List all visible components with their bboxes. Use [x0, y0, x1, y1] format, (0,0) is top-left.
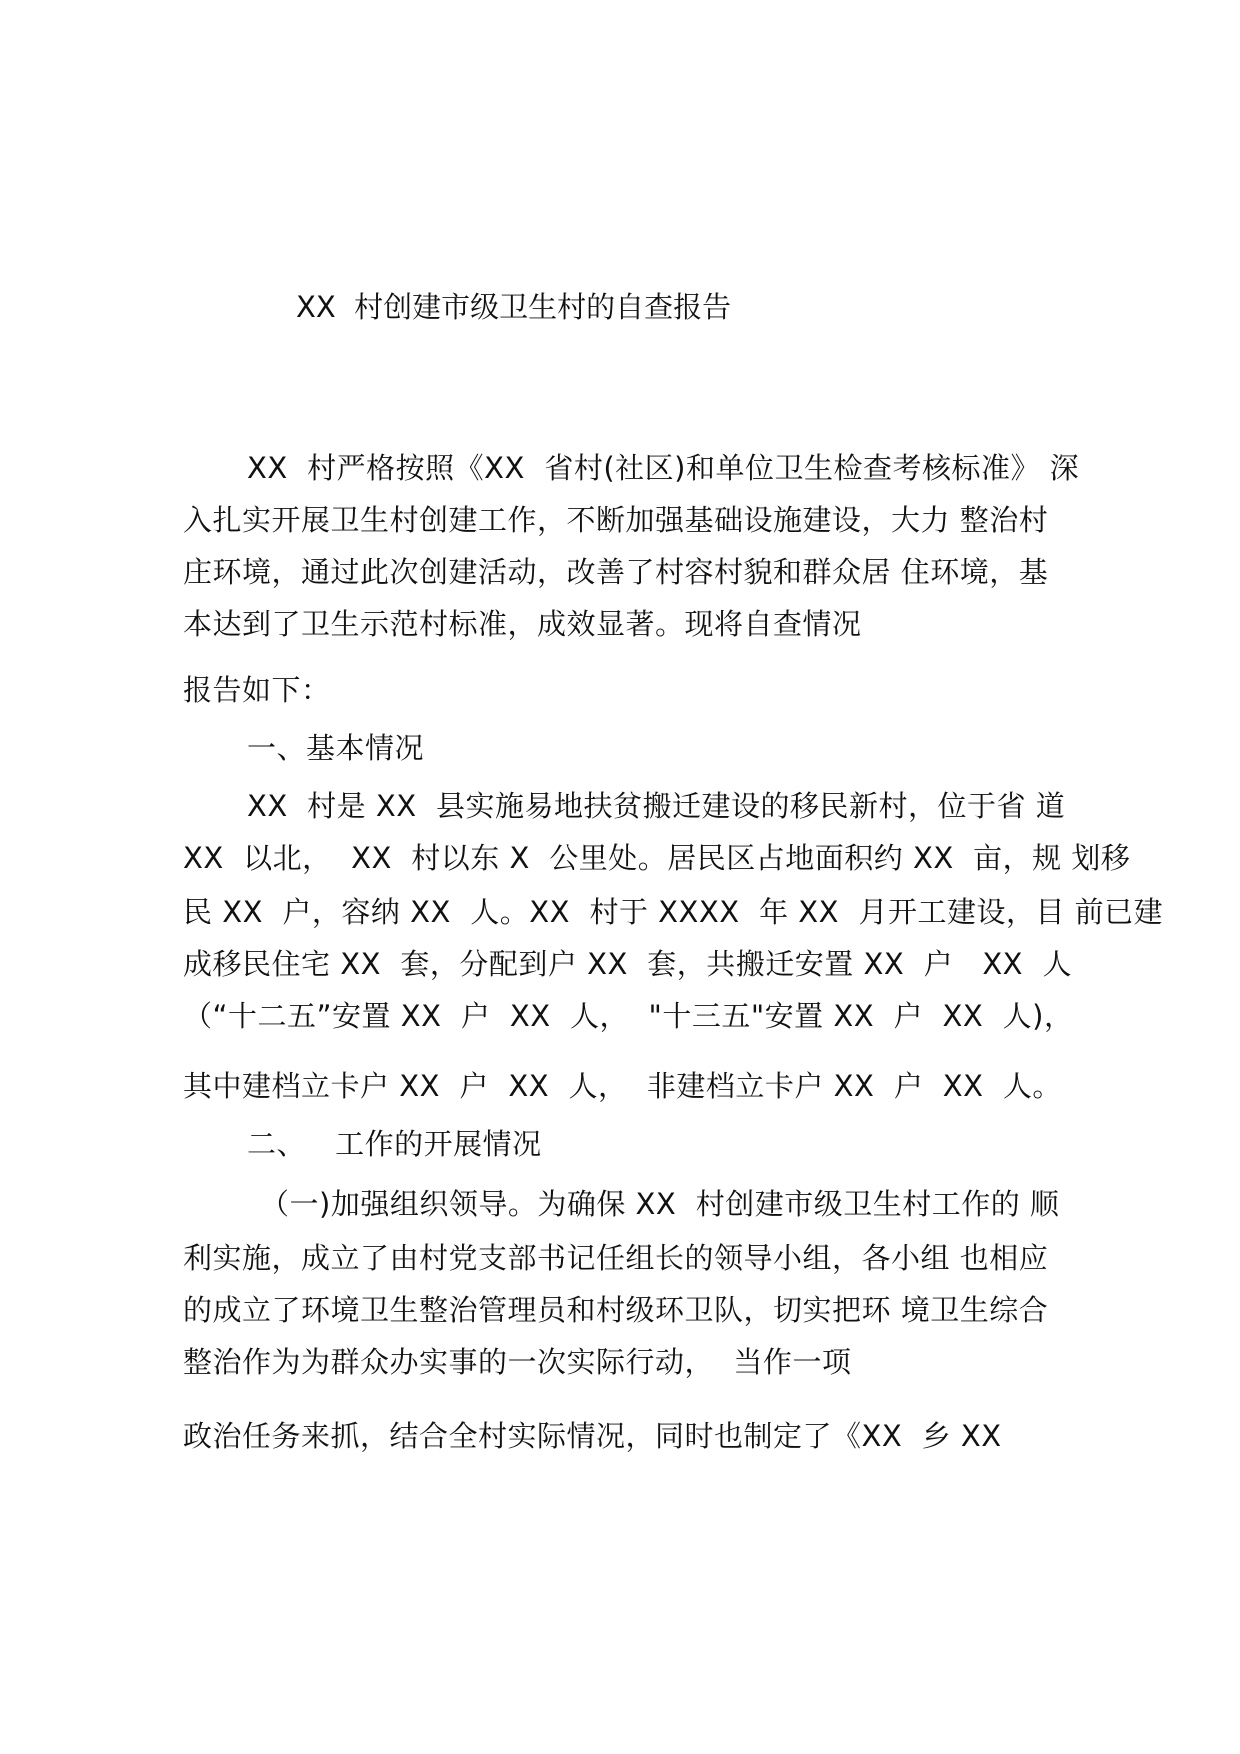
- document-title: XX 村创建市级卫生村的自查报告: [296, 290, 732, 324]
- paragraph-line: 入扎实开展卫生村创建工作，不断加强基础设施建设，大力 整治村: [183, 503, 1049, 537]
- paragraph-line: 整治作为为群众办实事的一次实际行动， 当作一项: [183, 1345, 852, 1379]
- paragraph-line: 报告如下：: [183, 673, 331, 707]
- paragraph-line: （“十二五”安置 XX 户 XX 人， "十三五"安置 XX 户 XX 人)，: [183, 999, 1074, 1033]
- paragraph-line: 庄环境，通过此次创建活动，改善了村容村貌和群众居 住环境，基: [183, 555, 1049, 589]
- paragraph-line: 民 XX 户，容纳 XX 人。XX 村于 XXXX 年 XX 月开工建设，目 前已建: [183, 895, 1164, 929]
- paragraph-line: 利实施，成立了由村党支部书记任组长的领导小组，各小组 也相应: [183, 1241, 1049, 1275]
- paragraph-line: XX 村是 XX 县实施易地扶贫搬迁建设的移民新村，位于省 道: [247, 789, 1066, 823]
- paragraph-line: XX 以北， XX 村以东 X 公里处。居民区占地面积约 XX 亩，规 划移: [183, 841, 1131, 875]
- paragraph-line: （一)加强组织领导。为确保 XX 村创建市级卫生村工作的 顺: [260, 1187, 1060, 1221]
- section-heading: 一、基本情况: [247, 731, 425, 765]
- paragraph-line: 其中建档立卡户 XX 户 XX 人， 非建档立卡户 XX 户 XX 人。: [183, 1069, 1062, 1103]
- paragraph-line: 政治任务来抓，结合全村实际情况，同时也制定了《XX 乡 XX: [183, 1419, 1002, 1453]
- section-heading: 二、 工作的开展情况: [247, 1127, 542, 1161]
- paragraph-line: 本达到了卫生示范村标准，成效显著。现将自查情况: [183, 607, 862, 641]
- paragraph-line: 成移民住宅 XX 套，分配到户 XX 套，共搬迁安置 XX 户 XX 人: [183, 947, 1072, 981]
- paragraph-line: 的成立了环境卫生整治管理员和村级环卫队，切实把环 境卫生综合: [183, 1293, 1049, 1327]
- paragraph-line: XX 村严格按照《XX 省村(社区)和单位卫生检查考核标准》 深: [247, 451, 1080, 485]
